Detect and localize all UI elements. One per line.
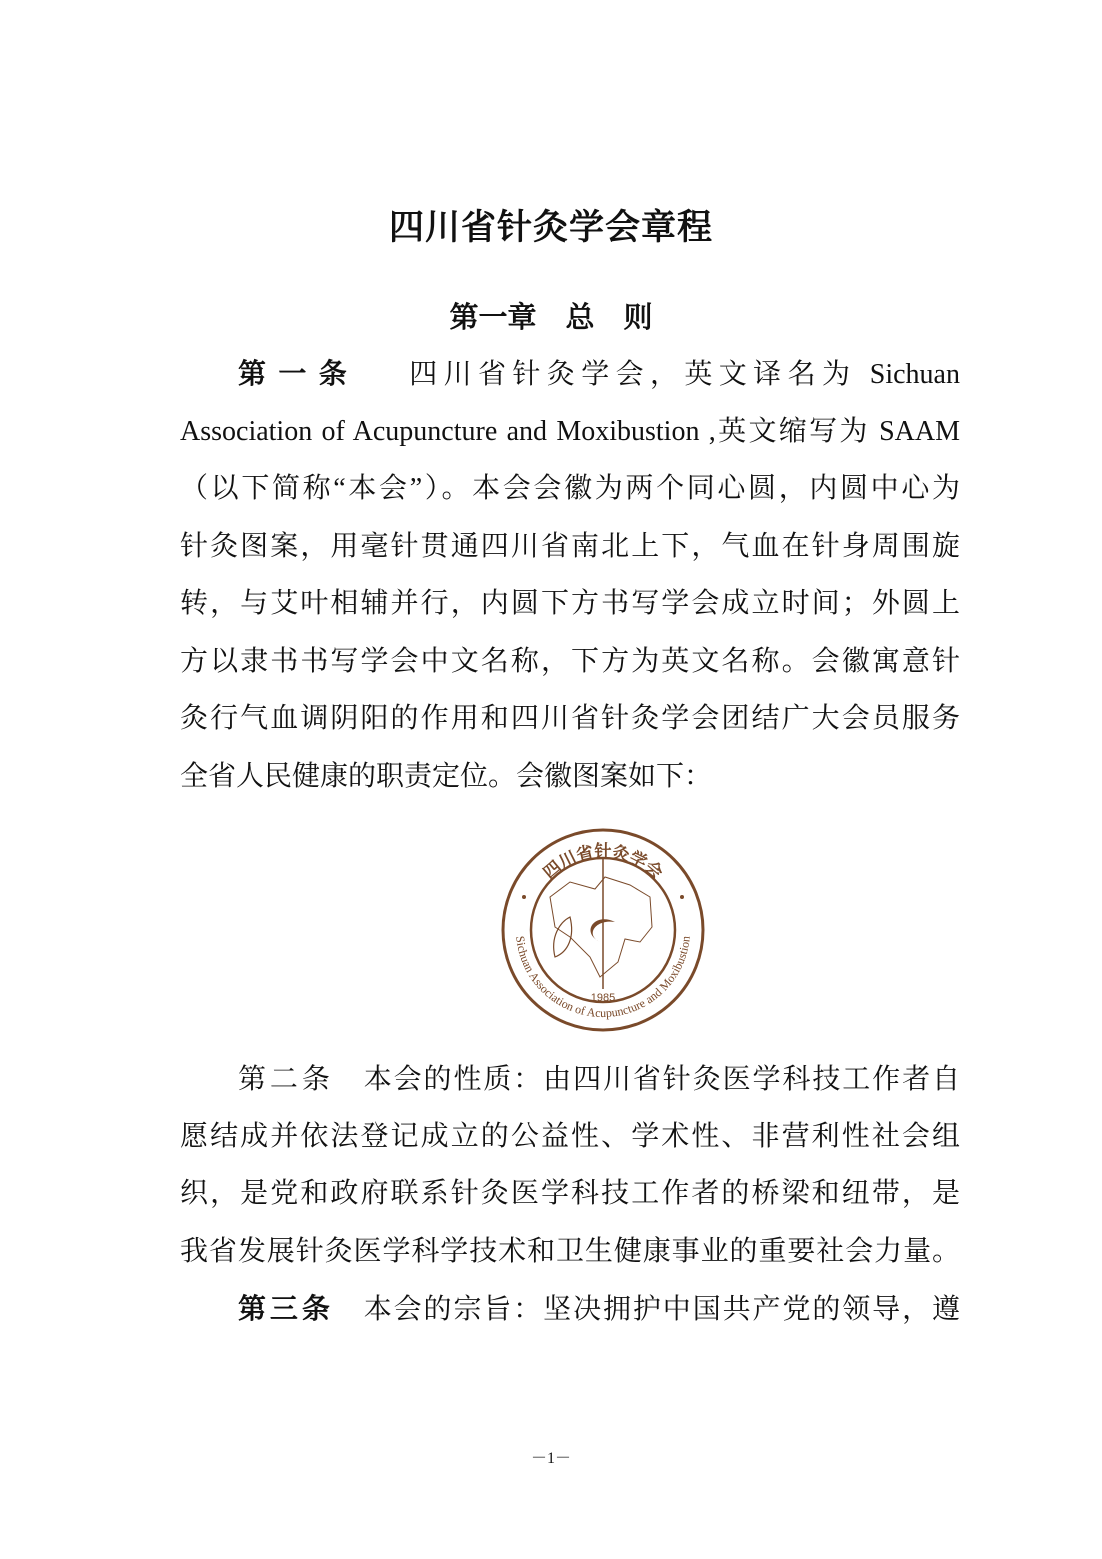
article-1-lead: 第一条: [238, 357, 360, 390]
page-number: －1－: [530, 1450, 571, 1467]
article-3-line: [180, 1280, 960, 1338]
association-emblem: [500, 827, 706, 1033]
document-title: 四川省针灸学会章程: [388, 208, 713, 248]
article-1-line: Association of Acupuncture and Moxibustion ,英文缩写为 SAAM: [180, 415, 960, 447]
article-1-line: 全省人民健康的职责定位。会徽图案如下：: [180, 760, 713, 792]
line-text: 本会的性质：由四川省针灸医学科技工作者自: [363, 1064, 960, 1095]
article-2-line: 织，是党和政府联系针灸医学科技工作者的桥梁和纽带，是: [180, 1178, 960, 1209]
emblem-english-name: Sichuan Association of Acupuncture and Moxibustion: [513, 935, 693, 1021]
article-3-lead: 第三条: [238, 1292, 334, 1325]
mugwort-leaf-icon: [554, 917, 572, 957]
article-2: [180, 1050, 960, 1338]
article-1-line: 灸行气血调阴阳的作用和四川省针灸学会团结广大会员服务: [180, 703, 960, 734]
article-2-line: 我省发展针灸医学科学技术和卫生健康事业的重要社会力量。: [180, 1235, 960, 1267]
article-2-line: 愿结成并依法登记成立的公益性、学术性、非营利性社会组: [180, 1120, 960, 1152]
article-1: [180, 345, 960, 805]
chapter-heading: 第一章 总 则: [449, 300, 653, 334]
article-1-line: 方以隶书书写学会中文名称，下方为英文名称。会徽寓意针: [180, 645, 960, 677]
article-2-lead: 第二条: [238, 1062, 334, 1095]
line-text: 四川省针灸学会，英文译名为 Sichuan: [409, 359, 960, 390]
article-1-line: [180, 345, 960, 403]
article-1-line: 针灸图案，用毫针贯通四川省南北上下，气血在针身周围旋: [180, 530, 960, 562]
article-1-line: 转，与艾叶相辅并行，内圆下方书写学会成立时间；外圆上: [180, 588, 960, 619]
line-text: 本会的宗旨：坚决拥护中国共产党的领导，遵: [363, 1294, 960, 1325]
emblem-year: 1985: [590, 992, 616, 1004]
article-1-line: （以下简称“本会”）。本会会徽为两个同心圆，内圆中心为: [180, 473, 960, 504]
article-2-line: [180, 1050, 960, 1108]
sichuan-map-outline: [550, 877, 652, 977]
emblem-chinese-name: 四川省针灸学会: [539, 842, 667, 883]
